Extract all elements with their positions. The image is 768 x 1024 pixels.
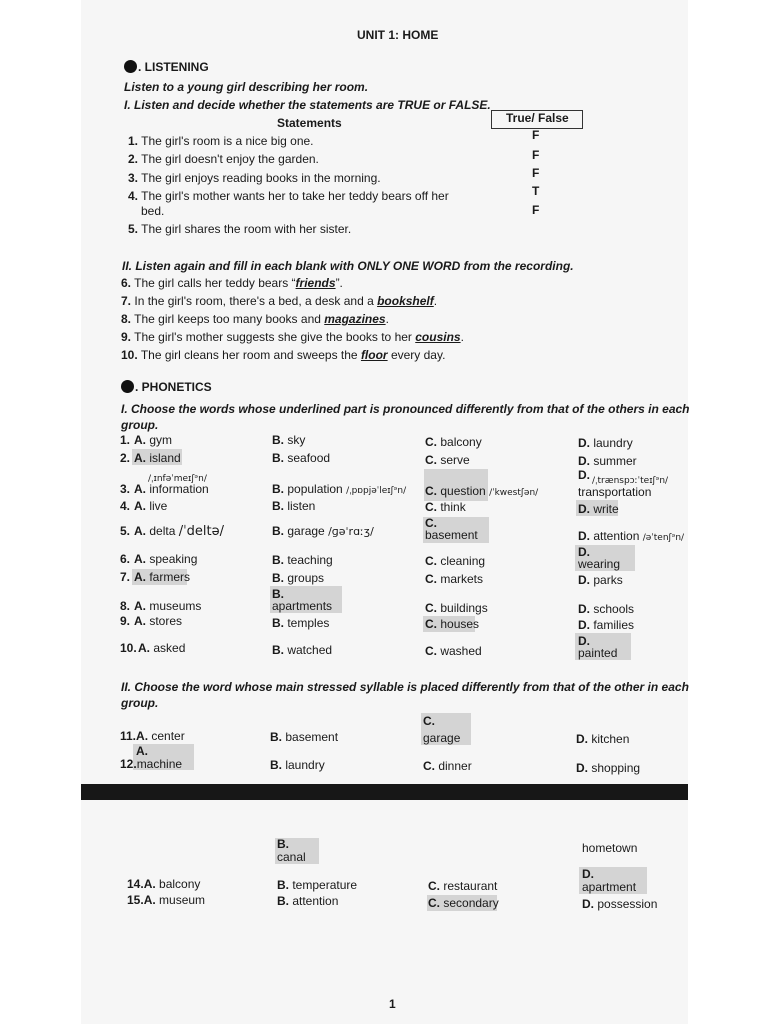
answer-2: F <box>532 148 540 162</box>
q8-b-label: B. <box>272 587 284 601</box>
listening-part2-instruction: II. Listen again and fill in each blank with ONLY ONE WORD from the recording. <box>122 259 574 273</box>
q1-d: D. laundry <box>578 436 633 450</box>
q14-c: C. restaurant <box>428 879 498 893</box>
q15-c: C. secondary <box>428 896 499 910</box>
q2-a: A. island <box>134 451 181 465</box>
q10-c: C. washed <box>425 644 482 658</box>
q9-num: 9. <box>120 614 131 628</box>
q4-num: 4. <box>120 499 131 513</box>
q14-d: apartment <box>582 880 637 894</box>
q9-a: A. stores <box>134 614 183 628</box>
phonetics-part1-instruction: I. Choose the words whose underlined part is pronounced differently from that of the others in each <box>121 402 690 416</box>
q8-a: A. museums <box>134 599 202 613</box>
statement-4-cont: bed. <box>141 204 165 218</box>
listening-intro: Listen to a young girl describing her room. <box>124 80 369 94</box>
q12-c: C. dinner <box>423 759 472 773</box>
q11-a: 11.A. center <box>120 729 185 743</box>
ipa-question: /ˈkwestʃən/ <box>489 488 539 498</box>
fill-item-7: 7. In the girl's room, there's a bed, a desk and a bookshelf. <box>121 294 438 308</box>
q4-c: C. think <box>425 500 466 514</box>
listening-heading: . LISTENING <box>124 60 209 74</box>
q2-d: D. summer <box>578 454 637 468</box>
q14-a: 14.A. balcony <box>127 877 201 891</box>
q5-c-label: C. <box>425 516 437 530</box>
q2-num: 2. <box>120 451 131 465</box>
phonetics-part2-instruction: II. Choose the word whose main stressed syllable is placed differently from that of the other in each <box>121 680 689 694</box>
q5-b: B. garage /ɡəˈrɑːʒ/ <box>272 524 374 538</box>
ipa-garage: /ɡəˈrɑːʒ/ <box>328 525 374 538</box>
q6-a: A. speaking <box>134 552 198 566</box>
q2-b: B. seafood <box>272 451 331 465</box>
statements-header: Statements <box>277 116 342 130</box>
ipa-population: /ˌpɒpjəˈleɪʃᵊn/ <box>346 486 407 496</box>
q7-a: A. farmers <box>134 570 191 584</box>
page-divider-band <box>81 784 688 800</box>
q8-c: C. buildings <box>425 601 488 615</box>
answer-4: T <box>532 184 540 198</box>
q15-b: B. attention <box>277 894 339 908</box>
answer-5: F <box>532 203 540 217</box>
true-false-header: True/ False <box>506 111 569 125</box>
q9-d: D. families <box>578 618 635 632</box>
q5-num: 5. <box>120 524 131 538</box>
ipa-delta: /ˈdeltə/ <box>178 524 225 539</box>
q5-d: D. attention /əˈtenʃᵊn/ <box>578 529 685 543</box>
q15-d: D. possession <box>582 897 658 911</box>
fill-item-8: 8. The girl keeps too many books and magazines. <box>121 312 389 326</box>
q9-b: B. temples <box>272 616 330 630</box>
q6-d-label: D. <box>578 545 590 559</box>
statement-3: 3. The girl enjoys reading books in the morning. <box>128 171 381 185</box>
q3-num: 3. <box>120 482 131 496</box>
q10-b: B. watched <box>272 643 333 657</box>
phonetics-part1-instruction-cont: group. <box>121 418 159 432</box>
fill-item-10: 10. The girl cleans her room and sweeps the floor every day. <box>121 348 446 362</box>
q8-num: 8. <box>120 599 131 613</box>
unit-title: UNIT 1: HOME <box>357 28 439 42</box>
ipa-attention: /əˈtenʃᵊn/ <box>642 533 685 543</box>
section-bullet-icon <box>124 60 137 73</box>
q12-a: 12.machine <box>120 757 183 771</box>
q1-c: C. balcony <box>425 435 482 449</box>
q8-b: apartments <box>272 599 333 613</box>
q7-b: B. groups <box>272 571 325 585</box>
q3-d-label: D. <box>578 468 590 482</box>
answer-1: F <box>532 128 540 142</box>
page-number: 1 <box>389 997 396 1011</box>
answer-3: F <box>532 166 540 180</box>
q3-c: C. question /ˈkwestʃən/ <box>425 484 539 498</box>
ipa-information: /ˌɪnfəˈmeɪʃᵊn/ <box>148 474 207 484</box>
q11-b: B. basement <box>270 730 339 744</box>
q4-a: A. live <box>134 499 168 513</box>
q12-a-label: A. <box>136 744 148 758</box>
q10-d: painted <box>578 646 618 660</box>
q4-d: D. write <box>578 502 619 516</box>
q10-num: 10. <box>120 641 137 655</box>
phonetics-heading: . PHONETICS <box>121 380 212 394</box>
phonetics-part2-instruction-cont: group. <box>121 696 159 710</box>
q2-c: C. serve <box>425 453 470 467</box>
q12-b: B. laundry <box>270 758 325 772</box>
q5-c: basement <box>425 528 478 542</box>
q7-c: C. markets <box>425 572 484 586</box>
q7-d: D. parks <box>578 573 623 587</box>
q3-d: transportation <box>578 485 652 499</box>
ipa-transportation: /ˌtrænspɔːˈteɪʃᵊn/ <box>592 476 669 486</box>
statement-5: 5. The girl shares the room with her sister. <box>128 222 352 236</box>
q6-c: C. cleaning <box>425 554 486 568</box>
q9-c: C. houses <box>425 617 480 631</box>
fill-item-6: 6. The girl calls her teddy bears “friends”. <box>121 276 343 290</box>
q6-b: B. teaching <box>272 553 333 567</box>
q1-a: A. gym <box>134 433 173 447</box>
q3-a: A. information <box>134 482 209 496</box>
section-bullet-icon <box>121 380 134 393</box>
q13-d: hometown <box>582 841 638 855</box>
q11-c: garage <box>423 731 461 745</box>
fill-item-9: 9. The girl's mother suggests she give the books to her cousins. <box>121 330 464 344</box>
q4-b: B. listen <box>272 499 316 513</box>
q6-num: 6. <box>120 552 131 566</box>
q8-d: D. schools <box>578 602 635 616</box>
q11-c-label: C. <box>423 714 435 728</box>
q15-a: 15.A. museum <box>127 893 206 907</box>
q1-b: B. sky <box>272 433 306 447</box>
statement-2: 2. The girl doesn't enjoy the garden. <box>128 152 319 166</box>
q1-num: 1. <box>120 433 131 447</box>
q6-d: wearing <box>578 557 621 571</box>
q3-b: B. population /ˌpɒpjəˈleɪʃᵊn/ <box>272 482 407 496</box>
q11-d: D. kitchen <box>576 732 630 746</box>
q7-num: 7. <box>120 570 131 584</box>
q14-d-label: D. <box>582 867 594 881</box>
q10-a: A. asked <box>138 641 186 655</box>
q10-d-label: D. <box>578 634 590 648</box>
q5-a: A. delta /ˈdeltə/ <box>134 524 225 539</box>
q12-d: D. shopping <box>576 761 641 775</box>
listening-part1-instruction: I. Listen and decide whether the statements are TRUE or FALSE. <box>124 98 491 112</box>
q13-b: canal <box>277 850 306 864</box>
q13-b-label: B. <box>277 837 289 851</box>
q14-b: B. temperature <box>277 878 358 892</box>
statement-1: 1. The girl's room is a nice big one. <box>128 134 314 148</box>
statement-4: 4. The girl's mother wants her to take her teddy bears off her <box>128 189 449 203</box>
